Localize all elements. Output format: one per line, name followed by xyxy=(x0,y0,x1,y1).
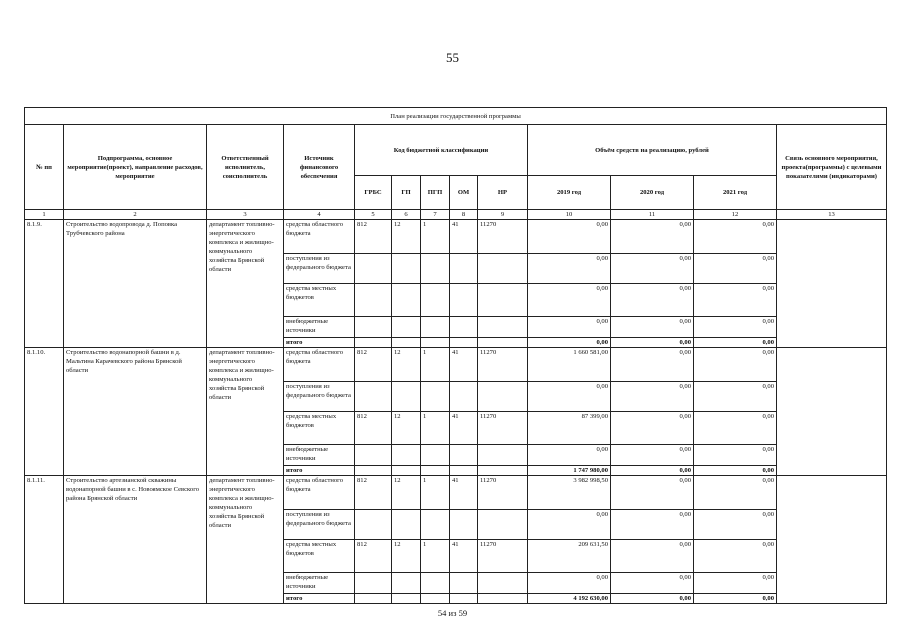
source-offbudget: внебюджетные источники xyxy=(284,317,355,338)
item-responsible: департамент топливно-энергетического комплекса и жилищно-коммунального хозяйства Брянской области xyxy=(207,348,284,476)
header-grbs: ГРБС xyxy=(355,176,392,210)
cell-gp xyxy=(392,510,421,540)
source-regional: средства областного бюджета xyxy=(284,476,355,510)
cell-np xyxy=(478,284,528,317)
cell-np xyxy=(478,510,528,540)
column-number: 3 xyxy=(207,210,284,220)
cell-2020: 0,00 xyxy=(611,412,694,445)
item-number: 8.1.11. xyxy=(25,476,64,604)
cell-2021: 0,00 xyxy=(694,284,777,317)
header-link: Связь основного мероприятия, проекта(программы) с целевыми показателями (индикаторами) xyxy=(777,125,887,210)
source-local: средства местных бюджетов xyxy=(284,284,355,317)
cell-2021: 0,00 xyxy=(694,254,777,284)
source-regional: средства областного бюджета xyxy=(284,220,355,254)
item-number: 8.1.10. xyxy=(25,348,64,476)
cell-grbs xyxy=(355,573,392,594)
cell-np xyxy=(478,338,528,348)
cell-np xyxy=(478,254,528,284)
group-8-1-10 xyxy=(25,348,887,476)
cell-grbs xyxy=(355,317,392,338)
column-number: 6 xyxy=(392,210,421,220)
cell-2020: 0,00 xyxy=(611,284,694,317)
header-volume: Объём средств на реализацию, рублей xyxy=(528,125,777,176)
cell-gp: 12 xyxy=(392,476,421,510)
cell-grbs xyxy=(355,510,392,540)
cell-om xyxy=(450,338,478,348)
header-num: № пп xyxy=(25,125,64,210)
cell-np xyxy=(478,445,528,466)
header-gp: ГП xyxy=(392,176,421,210)
cell-pgp: 1 xyxy=(421,412,450,445)
item-number: 8.1.9. xyxy=(25,220,64,348)
column-number: 4 xyxy=(284,210,355,220)
cell-2019: 3 982 998,50 xyxy=(528,476,611,510)
cell-link xyxy=(777,476,887,604)
page-footer: 54 из 59 xyxy=(437,608,468,618)
table-row xyxy=(25,220,887,254)
item-name: Строительство артезианской скважины водонапорной башни в с. Новоямское Севского района Брянской области xyxy=(64,476,207,604)
cell-2020: 0,00 xyxy=(611,510,694,540)
item-responsible: департамент топливно-энергетического комплекса и жилищно-коммунального хозяйства Брянской области xyxy=(207,220,284,348)
column-number: 7 xyxy=(421,210,450,220)
cell-2021: 0,00 xyxy=(694,573,777,594)
cell-2021: 0,00 xyxy=(694,348,777,382)
cell-2019: 0,00 xyxy=(528,220,611,254)
cell-om: 41 xyxy=(450,412,478,445)
cell-gp: 12 xyxy=(392,540,421,573)
header-om: ОМ xyxy=(450,176,478,210)
cell-np: 11270 xyxy=(478,348,528,382)
cell-link xyxy=(777,348,887,476)
column-number: 2 xyxy=(64,210,207,220)
cell-np xyxy=(478,573,528,594)
cell-2019: 0,00 xyxy=(528,573,611,594)
cell-2019: 87 399,00 xyxy=(528,412,611,445)
cell-pgp xyxy=(421,466,450,476)
cell-grbs xyxy=(355,466,392,476)
cell-np: 11270 xyxy=(478,476,528,510)
cell-2019: 0,00 xyxy=(528,382,611,412)
cell-2021: 0,00 xyxy=(694,317,777,338)
column-number: 11 xyxy=(611,210,694,220)
cell-om xyxy=(450,510,478,540)
cell-gp: 12 xyxy=(392,412,421,445)
cell-gp: 12 xyxy=(392,348,421,382)
cell-2020: 0,00 xyxy=(611,348,694,382)
cell-pgp xyxy=(421,284,450,317)
cell-2019: 0,00 xyxy=(528,510,611,540)
cell-om xyxy=(450,573,478,594)
cell-om xyxy=(450,382,478,412)
cell-grbs xyxy=(355,254,392,284)
cell-gp xyxy=(392,317,421,338)
header-2019: 2019 год xyxy=(528,176,611,210)
table-row xyxy=(25,348,887,382)
cell-2019: 1 660 581,00 xyxy=(528,348,611,382)
header-source: Источник финансового обеспечения xyxy=(284,125,355,210)
cell-gp xyxy=(392,284,421,317)
cell-grbs: 812 xyxy=(355,348,392,382)
cell-om xyxy=(450,284,478,317)
cell-np xyxy=(478,382,528,412)
cell-np xyxy=(478,594,528,604)
total-2020: 0,00 xyxy=(611,594,694,604)
cell-om xyxy=(450,594,478,604)
source-total: итого xyxy=(284,466,355,476)
cell-2020: 0,00 xyxy=(611,220,694,254)
group-8-1-11 xyxy=(25,476,887,604)
source-federal: поступления из федерального бюджета xyxy=(284,510,355,540)
cell-grbs xyxy=(355,445,392,466)
source-regional: средства областного бюджета xyxy=(284,348,355,382)
total-2019: 4 192 630,00 xyxy=(528,594,611,604)
cell-gp xyxy=(392,445,421,466)
item-name: Строительство водопровода д. Поповка Трубчевского района xyxy=(64,220,207,348)
cell-grbs: 812 xyxy=(355,540,392,573)
cell-pgp xyxy=(421,382,450,412)
column-number: 12 xyxy=(694,210,777,220)
column-number: 5 xyxy=(355,210,392,220)
cell-pgp: 1 xyxy=(421,476,450,510)
cell-om xyxy=(450,466,478,476)
cell-grbs: 812 xyxy=(355,220,392,254)
cell-om xyxy=(450,254,478,284)
cell-om: 41 xyxy=(450,540,478,573)
cell-om xyxy=(450,317,478,338)
cell-2020: 0,00 xyxy=(611,445,694,466)
cell-pgp: 1 xyxy=(421,220,450,254)
cell-2020: 0,00 xyxy=(611,382,694,412)
cell-2019: 209 631,50 xyxy=(528,540,611,573)
cell-grbs xyxy=(355,594,392,604)
cell-gp xyxy=(392,254,421,284)
header-2021: 2021 год xyxy=(694,176,777,210)
cell-pgp: 1 xyxy=(421,348,450,382)
cell-2021: 0,00 xyxy=(694,510,777,540)
item-name: Строительство водонапорной башни в д. Мальтина Карачевского района Брянской области xyxy=(64,348,207,476)
total-2021: 0,00 xyxy=(694,594,777,604)
cell-pgp xyxy=(421,254,450,284)
cell-pgp xyxy=(421,510,450,540)
cell-om: 41 xyxy=(450,348,478,382)
total-2020: 0,00 xyxy=(611,466,694,476)
cell-om xyxy=(450,445,478,466)
cell-gp xyxy=(392,594,421,604)
cell-2019: 0,00 xyxy=(528,317,611,338)
cell-pgp xyxy=(421,317,450,338)
cell-2021: 0,00 xyxy=(694,412,777,445)
cell-grbs xyxy=(355,382,392,412)
cell-grbs: 812 xyxy=(355,412,392,445)
cell-gp: 12 xyxy=(392,220,421,254)
cell-np xyxy=(478,317,528,338)
header-pgp: ПГП xyxy=(421,176,450,210)
cell-np: 11270 xyxy=(478,540,528,573)
source-local: средства местных бюджетов xyxy=(284,412,355,445)
total-2019: 1 747 980,00 xyxy=(528,466,611,476)
table-title: План реализации государственной программы xyxy=(25,108,887,125)
cell-gp xyxy=(392,338,421,348)
total-2019: 0,00 xyxy=(528,338,611,348)
column-number: 8 xyxy=(450,210,478,220)
column-number: 13 xyxy=(777,210,887,220)
cell-grbs: 812 xyxy=(355,476,392,510)
source-federal: поступления из федерального бюджета xyxy=(284,254,355,284)
header-2020: 2020 год xyxy=(611,176,694,210)
cell-2020: 0,00 xyxy=(611,573,694,594)
cell-gp xyxy=(392,573,421,594)
page-number: 55 xyxy=(446,50,459,65)
cell-2021: 0,00 xyxy=(694,540,777,573)
source-total: итого xyxy=(284,338,355,348)
header-np: НР xyxy=(478,176,528,210)
source-offbudget: внебюджетные источники xyxy=(284,573,355,594)
cell-om: 41 xyxy=(450,220,478,254)
column-number: 10 xyxy=(528,210,611,220)
source-offbudget: внебюджетные источники xyxy=(284,445,355,466)
source-total: итого xyxy=(284,594,355,604)
header-responsible: Ответственный исполнитель, соисполнитель xyxy=(207,125,284,210)
source-local: средства местных бюджетов xyxy=(284,540,355,573)
table-row xyxy=(25,476,887,510)
cell-om: 41 xyxy=(450,476,478,510)
cell-2020: 0,00 xyxy=(611,317,694,338)
source-federal: поступления из федерального бюджета xyxy=(284,382,355,412)
cell-link xyxy=(777,220,887,348)
header-budget-code: Код бюджетной классификации xyxy=(355,125,528,176)
cell-gp xyxy=(392,466,421,476)
cell-pgp xyxy=(421,573,450,594)
column-numbers-row xyxy=(25,210,887,220)
cell-grbs xyxy=(355,338,392,348)
total-2020: 0,00 xyxy=(611,338,694,348)
column-number: 9 xyxy=(478,210,528,220)
cell-np: 11270 xyxy=(478,412,528,445)
cell-2021: 0,00 xyxy=(694,220,777,254)
cell-2021: 0,00 xyxy=(694,445,777,466)
cell-2020: 0,00 xyxy=(611,254,694,284)
cell-np xyxy=(478,466,528,476)
cell-gp xyxy=(392,382,421,412)
item-responsible: департамент топливно-энергетического комплекса и жилищно-коммунального хозяйства Брянской области xyxy=(207,476,284,604)
cell-2021: 0,00 xyxy=(694,476,777,510)
cell-pgp xyxy=(421,338,450,348)
cell-grbs xyxy=(355,284,392,317)
cell-2020: 0,00 xyxy=(611,476,694,510)
group-8-1-9 xyxy=(25,220,887,348)
cell-pgp: 1 xyxy=(421,540,450,573)
cell-2020: 0,00 xyxy=(611,540,694,573)
cell-pgp xyxy=(421,445,450,466)
program-plan-table xyxy=(24,107,887,604)
total-2021: 0,00 xyxy=(694,338,777,348)
cell-2021: 0,00 xyxy=(694,382,777,412)
cell-2019: 0,00 xyxy=(528,284,611,317)
total-2021: 0,00 xyxy=(694,466,777,476)
cell-2019: 0,00 xyxy=(528,254,611,284)
header-subprogram: Подпрограмма, основное мероприятие(проект), направление расходов, мероприятие xyxy=(64,125,207,210)
cell-np: 11270 xyxy=(478,220,528,254)
column-number: 1 xyxy=(25,210,64,220)
cell-2019: 0,00 xyxy=(528,445,611,466)
cell-pgp xyxy=(421,594,450,604)
